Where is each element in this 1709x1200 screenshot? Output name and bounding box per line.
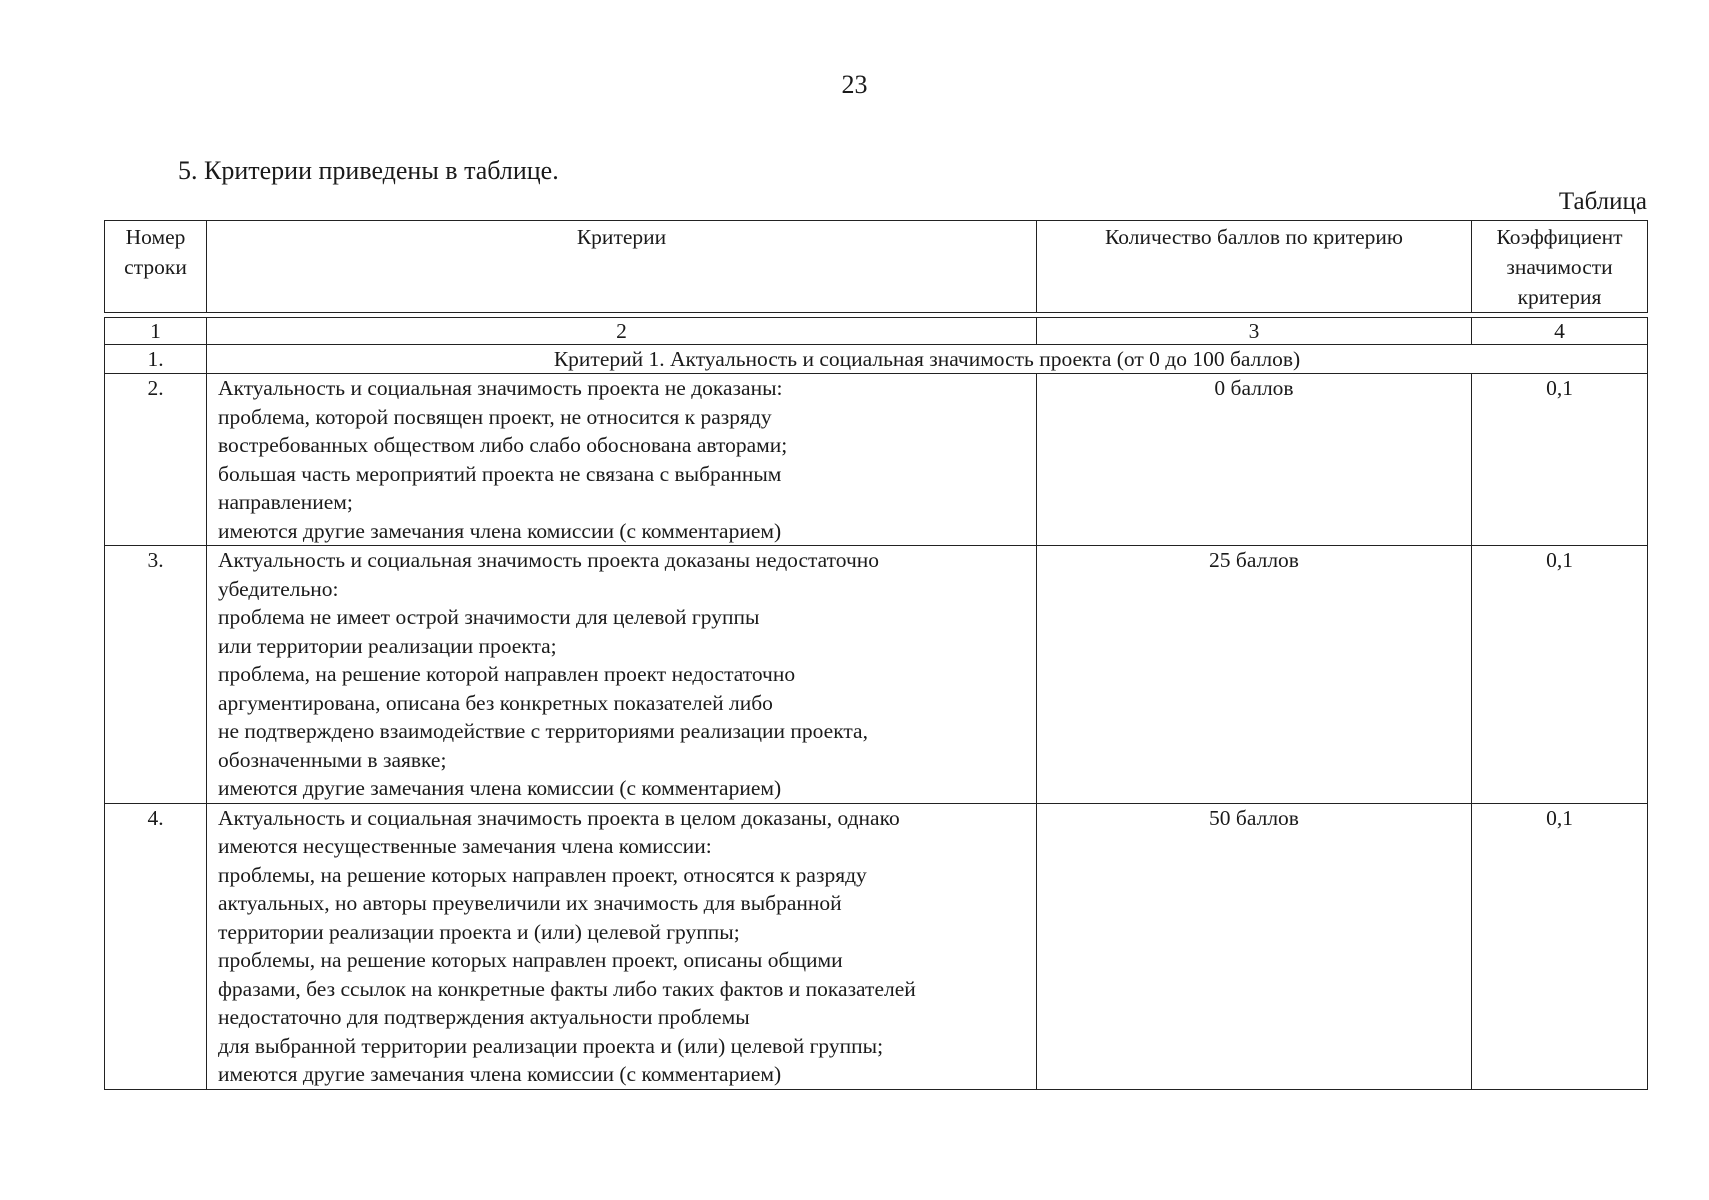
description-line: аргументирована, описана без конкретных показателей либо xyxy=(218,690,773,715)
description-line: проблема, на решение которой направлен проект недостаточно xyxy=(218,662,796,686)
description-line: не подтверждено взаимодействие с территориями реализации проекта, xyxy=(218,719,868,743)
column-number-2: 2 xyxy=(207,318,1037,345)
criteria-rows xyxy=(105,374,1648,1090)
description-line: обозначенными в заявке; xyxy=(218,747,447,772)
section-number: 1. xyxy=(105,345,207,374)
description-line: Актуальность и социальная значимость проекта не доказаны: xyxy=(218,376,783,400)
criteria-table xyxy=(104,220,1648,1090)
row-number: 4. xyxy=(105,803,207,1089)
criterion-coefficient: 0,1 xyxy=(1472,546,1648,804)
criterion-points: 25 баллов xyxy=(1037,546,1472,804)
column-number-1: 1 xyxy=(105,318,207,345)
criterion-description xyxy=(207,803,1037,1089)
description-line: территории реализации проекта и (или) целевой группы; xyxy=(218,919,740,944)
row-number: 2. xyxy=(105,374,207,546)
header-points: Количество баллов по критерию xyxy=(1037,221,1472,313)
description-line: Актуальность и социальная значимость проекта доказаны недостаточно xyxy=(218,548,880,572)
criterion-points: 0 баллов xyxy=(1037,374,1472,546)
description-line: Актуальность и социальная значимость проекта в целом доказаны, однако xyxy=(218,805,900,830)
column-number-3: 3 xyxy=(1037,318,1472,345)
description-line: проблема, которой посвящен проект, не относится к разряду xyxy=(218,404,772,429)
description-line: актуальных, но авторы преувеличили их значимость для выбранной xyxy=(218,891,842,915)
description-line: для выбранной территории реализации проекта и (или) целевой группы; xyxy=(218,1033,884,1058)
section-row xyxy=(105,345,1648,374)
table-row xyxy=(105,546,1648,804)
description-line: востребованных обществом либо слабо обоснована авторами; xyxy=(218,433,788,457)
section-title: Критерий 1. Актуальность и социальная значимость проекта (от 0 до 100 баллов) xyxy=(207,345,1648,374)
description-line: проблемы, на решение которых направлен проект, относятся к разряду xyxy=(218,862,867,887)
description-line: направлением; xyxy=(218,490,353,514)
description-line: проблемы, на решение которых направлен проект, описаны общими xyxy=(218,948,843,972)
column-number-row xyxy=(105,318,1648,345)
criterion-coefficient: 0,1 xyxy=(1472,803,1648,1089)
description-line: или территории реализации проекта; xyxy=(218,633,557,658)
criterion-coefficient: 0,1 xyxy=(1472,374,1648,546)
section-heading: 5. Критерии приведены в таблице. xyxy=(178,156,559,185)
description-line: имеются несущественные замечания члена комиссии: xyxy=(218,834,712,858)
header-criteria: Критерии xyxy=(207,221,1037,313)
table-row xyxy=(105,374,1648,546)
description-line: фразами, без ссылок на конкретные факты либо таких фактов и показателей xyxy=(218,976,916,1001)
description-line: имеются другие замечания члена комиссии (с комментарием) xyxy=(218,776,782,800)
description-line: проблема не имеет острой значимости для целевой группы xyxy=(218,605,760,629)
criterion-points: 50 баллов xyxy=(1037,803,1472,1089)
column-number-4: 4 xyxy=(1472,318,1648,345)
description-line: имеются другие замечания члена комиссии (с комментарием) xyxy=(218,518,782,543)
header-coefficient: Коэффициент значимости критерия xyxy=(1472,221,1648,313)
description-line: имеются другие замечания члена комиссии (с комментарием) xyxy=(218,1062,782,1086)
description-line: большая часть мероприятий проекта не связана с выбранным xyxy=(218,461,782,486)
table-row xyxy=(105,803,1648,1089)
description-line: убедительно: xyxy=(218,576,339,601)
table-header-row xyxy=(105,221,1648,313)
description-line: недостаточно для подтверждения актуальности проблемы xyxy=(218,1005,750,1029)
header-row-number: Номер строки xyxy=(105,221,207,313)
table-caption: Таблица xyxy=(1558,188,1647,215)
row-number: 3. xyxy=(105,546,207,804)
page-number: 23 xyxy=(841,70,868,99)
criterion-description xyxy=(207,374,1037,546)
criterion-description xyxy=(207,546,1037,804)
